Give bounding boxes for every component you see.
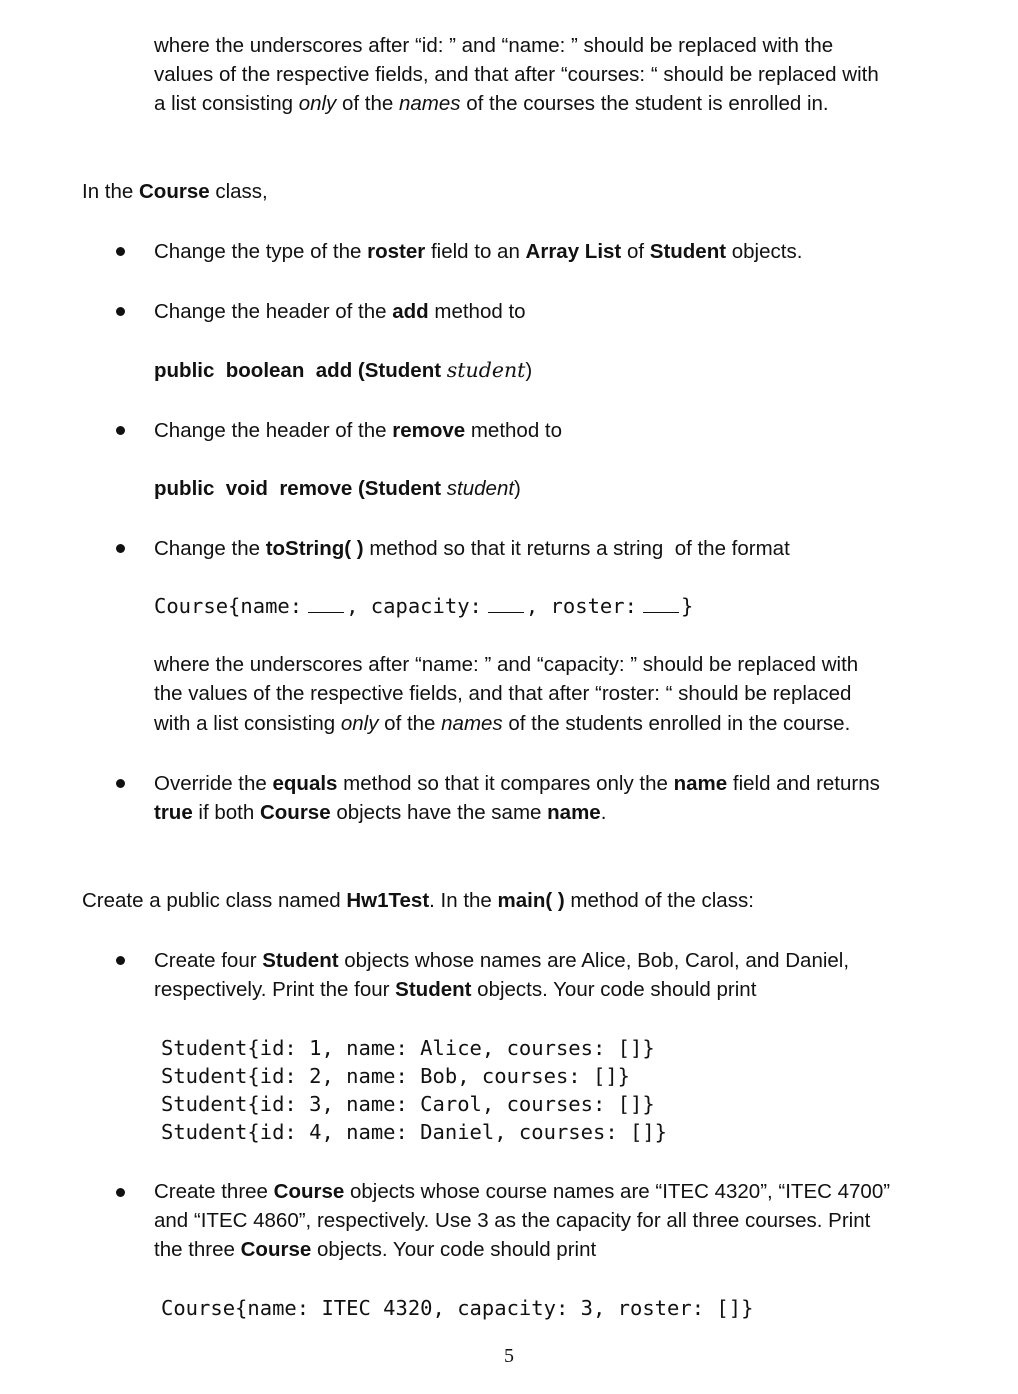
blank-underscore <box>643 598 679 613</box>
blank-underscore <box>308 598 344 613</box>
hw1-bullet-students-line-2: respectively. Print the four Student objects. Your code should print <box>154 978 757 1001</box>
bullet-icon <box>116 426 125 435</box>
hw1-bullet-courses-line-2: and “ITEC 4860”, respectively. Use 3 as the capacity for all three courses. Print <box>154 1209 871 1232</box>
course-desc-line-3: with a list consisting only of the names of the students enrolled in the course. <box>154 712 851 735</box>
hw1-bullet-courses-line-3: the three Course objects. Your code should print <box>154 1238 597 1261</box>
remove-method-signature: public void remove (Student student) <box>154 477 521 500</box>
hw1test-section-intro: Create a public class named Hw1Test. In the main( ) method of the class: <box>82 889 754 912</box>
course-bullet-roster: Change the type of the roster field to an Array List of Student objects. <box>154 240 803 263</box>
blank-underscore <box>488 598 524 613</box>
course-section-intro: In the Course class, <box>82 180 268 203</box>
bullet-icon <box>116 956 125 965</box>
student-desc-line-2: values of the respective fields, and that after “courses: “ should be replaced with <box>154 63 879 86</box>
bullet-icon <box>116 307 125 316</box>
hw1-bullet-courses-line-1: Create three Course objects whose course names are “ITEC 4320”, “ITEC 4700” <box>154 1180 891 1203</box>
course-bullet-remove: Change the header of the remove method to <box>154 419 563 442</box>
bullet-icon <box>116 544 125 553</box>
add-method-signature: public boolean add (Student student) <box>154 358 533 382</box>
page-number: 5 <box>504 1345 514 1367</box>
student-output-line: Student{id: 2, name: Bob, courses: []} <box>161 1064 630 1088</box>
course-bullet-add: Change the header of the add method to <box>154 300 526 323</box>
course-bullet-equals-line-2: true if both Course objects have the same name. <box>154 801 607 824</box>
student-desc-line-3: a list consisting only of the names of the courses the student is enrolled in. <box>154 92 829 115</box>
course-bullet-equals-line-1: Override the equals method so that it compares only the name field and returns <box>154 772 880 795</box>
course-output-line: Course{name: ITEC 4320, capacity: 3, roster: []} <box>161 1296 754 1320</box>
bullet-icon <box>116 779 125 788</box>
course-tostring-format: Course{name: , capacity: , roster: } <box>154 594 694 618</box>
course-bullet-tostring: Change the toString( ) method so that it returns a string of the format <box>154 537 790 560</box>
bullet-icon <box>116 247 125 256</box>
course-desc-line-1: where the underscores after “name: ” and “capacity: ” should be replaced with <box>154 653 859 676</box>
hw1-bullet-students-line-1: Create four Student objects whose names are Alice, Bob, Carol, and Daniel, <box>154 949 850 972</box>
student-output-line: Student{id: 1, name: Alice, courses: []} <box>161 1036 655 1060</box>
student-desc-line-1: where the underscores after “id: ” and “name: ” should be replaced with the <box>154 34 834 57</box>
student-output-line: Student{id: 3, name: Carol, courses: []} <box>161 1092 655 1116</box>
course-desc-line-2: the values of the respective fields, and that after “roster: “ should be replaced <box>154 682 852 705</box>
student-output-line: Student{id: 4, name: Daniel, courses: []} <box>161 1120 668 1144</box>
bullet-icon <box>116 1188 125 1197</box>
